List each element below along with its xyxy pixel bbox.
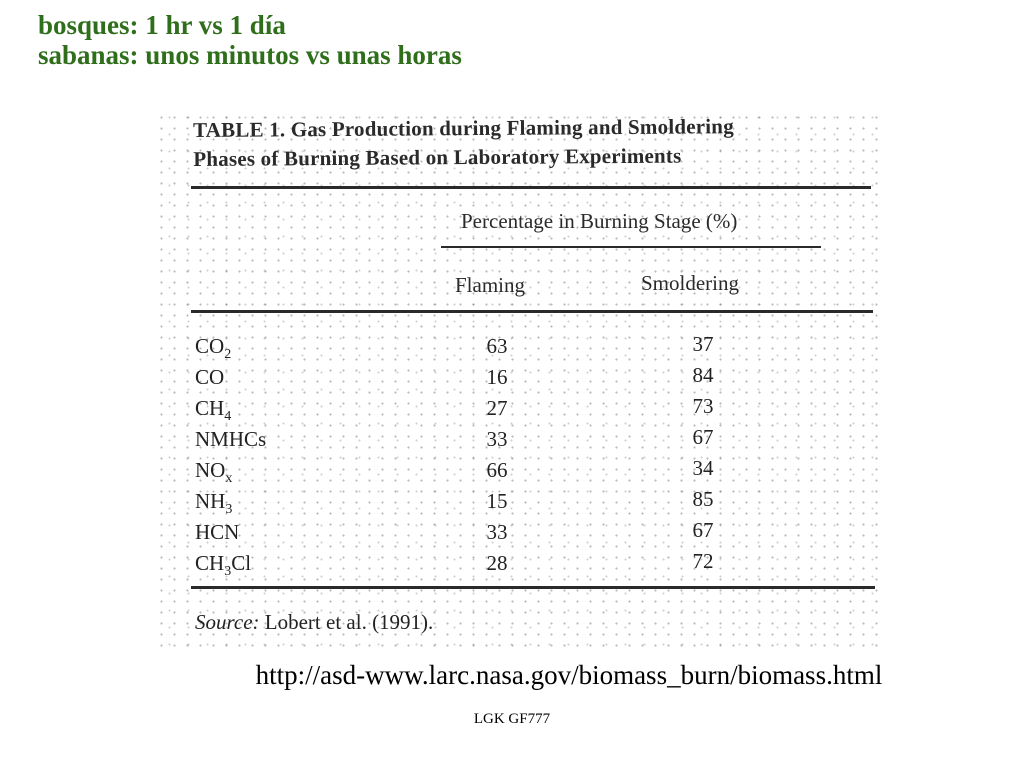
group-header-rule [441,246,821,248]
gas-formula-tail: Cl [231,551,252,575]
flaming-value: 28 [486,551,508,575]
gas-name [195,396,231,425]
smoldering-value: 37 [692,332,714,356]
gas-name [195,365,224,390]
heading-line-savannas: sabanas: unos minutos vs unas horas [38,40,462,70]
flaming-value: 63 [486,334,508,358]
heading-line-forests: bosques: 1 hr vs 1 día [38,10,286,40]
gas-formula: NMHCs [195,427,267,451]
gas-subscript: 3 [225,502,233,518]
smoldering-value: 34 [692,456,714,480]
gas-formula: NH [195,489,226,513]
col-header-flaming: Flaming [455,273,526,297]
col-header-smoldering: Smoldering [641,271,739,295]
smoldering-value: 67 [692,518,714,542]
smoldering-value: 73 [692,394,714,418]
gas-subscript: 2 [224,347,232,363]
gas-name [195,427,266,452]
table-top-rule [191,186,871,189]
table-source [195,610,433,635]
table-title [193,112,734,174]
header-bottom-rule [191,310,873,313]
gas-name [195,489,232,518]
gas-formula: CO [195,334,225,358]
flaming-value: 27 [486,396,508,420]
gas-name [195,458,232,487]
smoldering-value: 72 [692,549,714,573]
flaming-value: 16 [486,365,508,389]
gas-formula: CH [195,396,225,420]
gas-formula: NO [195,458,226,482]
source-url: http://asd-www.larc.nasa.gov/biomass_burn/biomass.html [255,660,883,690]
flaming-value: 15 [486,489,508,513]
smoldering-value: 84 [692,363,714,387]
gas-name [195,334,231,363]
source-label: Source: [195,610,260,634]
slide-heading [38,10,462,70]
gas-formula: HCN [195,520,240,544]
gas-subscript: x [225,471,233,487]
table-title-line-2: Phases of Burning Based on Laboratory Experiments [193,143,682,171]
gas-name [195,551,251,580]
flaming-value: 66 [486,458,508,482]
gas-formula: CO [195,365,225,389]
gas-formula: CH [195,551,225,575]
gas-subscript: 3 [224,564,232,580]
smoldering-value: 85 [692,487,714,511]
gas-subscript: 4 [224,409,232,425]
smoldering-value: 67 [692,425,714,449]
flaming-value: 33 [486,520,508,544]
scanned-table-image [153,108,888,653]
gas-name [195,520,239,545]
group-header: Percentage in Burning Stage (%) [461,209,738,233]
table-title-line-1: TABLE 1. Gas Production during Flaming and Smoldering [193,114,734,142]
source-citation: Lobert et al. (1991). [264,610,434,634]
table-bottom-rule [191,586,875,589]
footer-label: LGK GF777 [473,711,551,727]
flaming-value: 33 [486,427,508,451]
